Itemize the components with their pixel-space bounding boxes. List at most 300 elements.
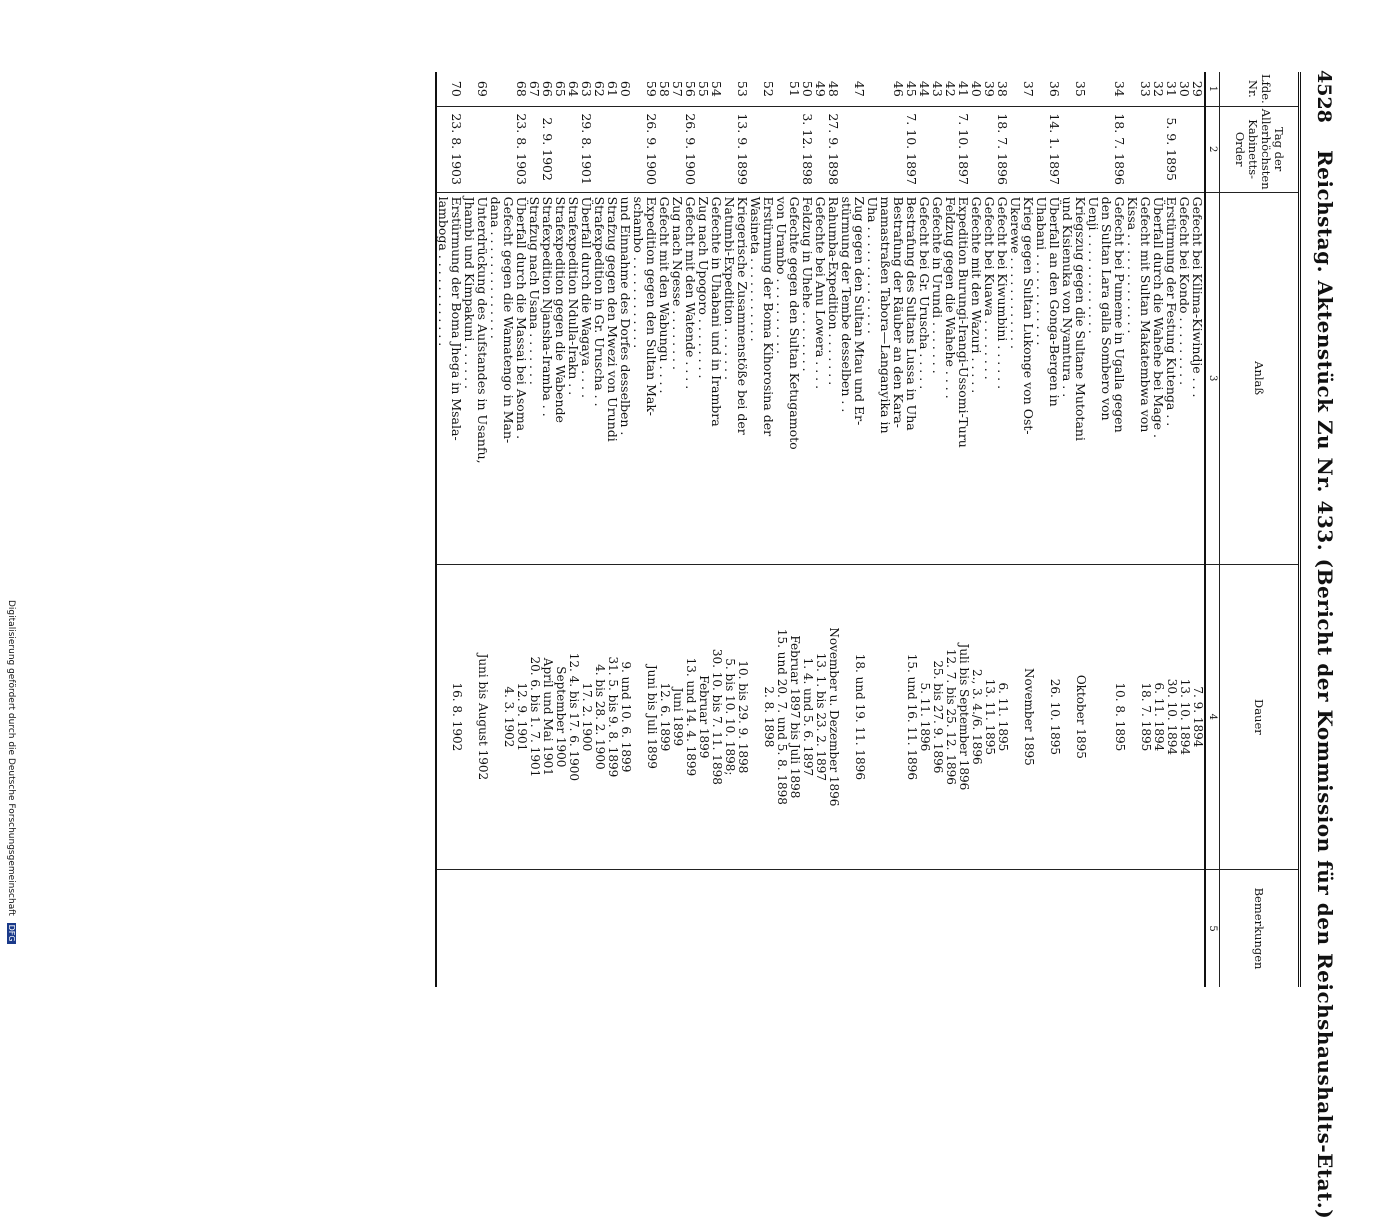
table-row [450, 72, 463, 987]
remarks-cell [788, 870, 801, 987]
row-number-cell: 70 [449, 80, 464, 97]
table-row [853, 72, 866, 987]
remarks-cell [567, 870, 580, 987]
order-date-cell: 7. 10. 1897 [957, 106, 970, 192]
duration-cell: 18. und 19. 11. 1896 [853, 564, 866, 869]
table-row [749, 72, 762, 987]
remarks-cell [1100, 870, 1113, 987]
row-number-cell [866, 72, 879, 106]
occasion-cell: Kriegerische Zusammenstöße bei der [736, 192, 749, 564]
duration-cell: 13. und 14. 4. 1899 [684, 564, 697, 869]
occasion-cell: Strafexpedition Njansha-Iramba . . [541, 192, 554, 564]
remarks-cell [1074, 870, 1087, 987]
occasion-cell: Rahumba-Expedition . . . . . . . [827, 192, 840, 564]
remarks-cell [918, 870, 931, 987]
order-date-cell: 18. 7. 1896 [996, 106, 1009, 192]
table-row [619, 72, 632, 987]
remarks-cell [606, 870, 619, 987]
row-number-cell: 37 [1021, 80, 1036, 97]
table-row [1126, 72, 1139, 987]
occasion-cell: Natumbi-Expedition . . . . . . . [723, 192, 736, 564]
order-date-cell [476, 106, 489, 192]
occasion-cell: Erstürmung der Festung Kutenga . . [1165, 192, 1178, 564]
duration-cell: 12. 6. 1899 [658, 564, 671, 869]
table-row [944, 72, 957, 987]
occasion-cell: Feldzug gegen die Wahehe . . . . [944, 192, 957, 564]
occasion-cell: Gefecht gegen die Wamatengo in Man- [502, 192, 515, 564]
occasion-cell: Krieg gegen Sultan Lukonge von Ost- [1022, 192, 1035, 564]
table-row [775, 72, 788, 987]
table-row [697, 72, 710, 987]
occasion-cell: Gefecht mit den Wabungu . . . . [658, 192, 671, 564]
table-row [970, 72, 983, 987]
remarks-cell [450, 870, 463, 987]
remarks-cell [996, 870, 1009, 987]
row-number-cell: 49 [813, 80, 828, 97]
occasion-cell: Gefecht mit Sultan Makatembwa von [1139, 192, 1152, 564]
occasion-cell: Gefecht bei Gr. Uruscha . . . . . [918, 192, 931, 564]
remarks-cell [866, 870, 879, 987]
table-row [1100, 72, 1113, 987]
table-row [645, 72, 658, 987]
side-note: Digitalisierung gefördert durch die Deutsche Forschungsgemeinschaft [6, 600, 16, 916]
duration-cell: 25. bis 27. 9. 1896 [931, 564, 944, 869]
table-row [632, 72, 645, 987]
order-date-cell [1022, 106, 1035, 192]
occasion-cell: Erstürmung der Boma Jhega in Msala- [450, 192, 463, 564]
duration-cell: April und Mai 1901 [541, 564, 554, 869]
remarks-cell [944, 870, 957, 987]
duration-cell: 18. 7. 1895 [1139, 564, 1152, 869]
duration-cell: Februar 1897 bis Juli 1898 [788, 564, 801, 869]
table-row [554, 72, 567, 987]
duration-cell [749, 564, 762, 869]
table-row [528, 72, 541, 987]
row-number-cell: 38 [995, 80, 1010, 97]
remarks-cell [814, 870, 827, 987]
row-number-cell: 48 [826, 80, 841, 97]
order-date-cell: 18. 7. 1896 [1113, 106, 1126, 192]
occasion-cell: Erstürmung der Boma Kihorosina der [762, 192, 775, 564]
table-row [489, 72, 502, 987]
duration-cell [1009, 564, 1022, 869]
occasion-cell: und Einnahme des Dorfes desselben . [619, 192, 632, 564]
row-number-cell: 69 [475, 80, 490, 97]
row-number-cell: 56 [683, 80, 698, 97]
row-number-cell: 61 [605, 80, 620, 97]
table-body [436, 72, 1205, 987]
duration-cell [866, 564, 879, 869]
occasion-cell: Gefecht mit den Watende . . . . [684, 192, 697, 564]
row-number-cell: 60 [618, 80, 633, 97]
order-date-cell [775, 106, 788, 192]
duration-cell: 5. bis 10. 10. 1898; [723, 564, 736, 869]
remarks-cell [1048, 870, 1061, 987]
duration-cell: Juni bis Juli 1899 [645, 564, 658, 869]
row-number-cell: 44 [917, 80, 932, 97]
table-row [983, 72, 996, 987]
occasion-cell: Strafexpedition in Gr. Uruscha . . [593, 192, 606, 564]
duration-cell: 9. und 10. 6. 1899 [619, 564, 632, 869]
occasion-cell: Kriegszug gegen die Sultane Mutotani [1074, 192, 1087, 564]
occasion-cell: Expedition Burungi-Irangi-Ussomi-Turu [957, 192, 970, 564]
page-title: Reichstag. Aktenstück Zu Nr. 433. (Bericht der Kommission für den Reichshaushalts-Etat.) [1313, 150, 1337, 1219]
row-number-cell: 64 [566, 80, 581, 97]
table-row [567, 72, 580, 987]
remarks-cell [970, 870, 983, 987]
order-date-cell [554, 106, 567, 192]
remarks-cell [736, 870, 749, 987]
table-row [1048, 72, 1061, 987]
occasion-cell: Unterdrückung des Aufstandes in Usanfu, [476, 192, 489, 564]
order-date-cell [866, 106, 879, 192]
order-date-cell: 29. 8. 1901 [580, 106, 593, 192]
remarks-cell [1152, 870, 1165, 987]
remarks-cell [1061, 870, 1074, 987]
remarks-cell [528, 870, 541, 987]
row-number-cell: 42 [943, 80, 958, 97]
remarks-cell [801, 870, 814, 987]
order-date-cell [1074, 106, 1087, 192]
row-number-cell: 35 [1073, 80, 1088, 97]
remarks-cell [671, 870, 684, 987]
order-date-cell [879, 106, 892, 192]
order-date-cell [840, 106, 853, 192]
row-number-cell: 53 [735, 80, 750, 97]
occasion-cell: Gefechte bei Anu Lowera . . . . [814, 192, 827, 564]
row-number-cell: 45 [904, 80, 919, 97]
occasion-cell: dana . . . . . . . . . . . . . . [489, 192, 502, 564]
row-number-cell: 52 [761, 80, 776, 97]
remarks-cell [1022, 870, 1035, 987]
table-row [1139, 72, 1152, 987]
remarks-cell [749, 870, 762, 987]
table-row [866, 72, 879, 987]
duration-cell [632, 564, 645, 869]
occasion-cell: schambo . . . . . . . . . . . . [632, 192, 645, 564]
table-row [684, 72, 697, 987]
duration-cell: 1. 4. und 5. 6. 1897 [801, 564, 814, 869]
duration-cell: Juni bis August 1902 [476, 564, 489, 869]
order-date-cell: 5. 9. 1895 [1165, 106, 1178, 192]
column-number: 4 [1205, 564, 1220, 869]
remarks-cell [1178, 870, 1191, 987]
occasion-cell: mamastraßen Tabora—Langanyika in [879, 192, 892, 564]
order-date-cell [463, 106, 476, 192]
occasion-cell: Überfall an den Gonga-Bergen in [1048, 192, 1061, 564]
remarks-cell [983, 870, 996, 987]
row-number-cell: 63 [579, 80, 594, 97]
order-date-cell [1061, 106, 1074, 192]
duration-cell: 10. 8. 1895 [1113, 564, 1126, 869]
table-row [606, 72, 619, 987]
table-row [918, 72, 931, 987]
order-date-cell: 2. 9. 1902 [541, 106, 554, 192]
duration-cell: 13. 10. 1894 [1178, 564, 1191, 869]
occasion-cell: Zug gegen den Sultan Mtau und Er- [853, 192, 866, 564]
duration-cell: 13. 1. bis 23. 2. 1897 [814, 564, 827, 869]
row-number-cell: 62 [592, 80, 607, 97]
row-number-cell: 51 [787, 80, 802, 97]
row-number-cell: 36 [1047, 80, 1062, 97]
duration-cell: 6. 11. 1894 [1152, 564, 1165, 869]
order-date-cell: 13. 9. 1899 [736, 106, 749, 192]
order-date-cell [606, 106, 619, 192]
table-row [502, 72, 515, 987]
remarks-cell [684, 870, 697, 987]
table-row [1165, 72, 1178, 987]
duration-cell: 2., 3. 4./6. 1896 [970, 564, 983, 869]
header-tag: Tag der Allerhöchsten Kabinetts-Order [1220, 106, 1300, 192]
column-number: 5 [1205, 870, 1220, 987]
remarks-cell [476, 870, 489, 987]
row-number-cell: 39 [982, 80, 997, 97]
order-date-cell [436, 106, 450, 192]
table-row [1178, 72, 1191, 987]
occasion-cell: Zug nach Upogoro . . . . . . . . [697, 192, 710, 564]
occasion-cell: Strafzug nach Usana . . . . . . . [528, 192, 541, 564]
duration-cell: 7. 9. 1894 [1191, 564, 1205, 869]
order-date-cell: 26. 9. 1900 [645, 106, 658, 192]
remarks-cell [632, 870, 645, 987]
remarks-cell [1009, 870, 1022, 987]
duration-cell: 10. bis 29. 9. 1898 [736, 564, 749, 869]
duration-cell: 12. 7. bis 25. 12. 1896 [944, 564, 957, 869]
remarks-cell [541, 870, 554, 987]
occasion-cell: Bestrafung der Räuber an den Kara- [892, 192, 905, 564]
order-date-cell [1087, 106, 1100, 192]
occasion-cell: Uhabani . . . . . . . . . . . . [1035, 192, 1048, 564]
table-row [1191, 72, 1205, 987]
occasion-cell: Gefecht bei Kuawa . . . . . . . . [983, 192, 996, 564]
row-number-cell: 65 [553, 80, 568, 97]
row-number-cell: 50 [800, 80, 815, 97]
duration-cell: 17. 2. 1900 [580, 564, 593, 869]
duration-cell: 15. und 16. 11. 1896 [905, 564, 918, 869]
duration-cell [463, 564, 476, 869]
occasion-cell: Gefecht bei Kondo . . . . . . . . . [1178, 192, 1191, 564]
row-number-cell: 55 [696, 80, 711, 97]
occasion-cell: Überfall durch die Massai bei Asoma . [515, 192, 528, 564]
duration-cell [879, 564, 892, 869]
duration-cell: Juni 1899 [671, 564, 684, 869]
order-date-cell [1191, 106, 1205, 192]
order-date-cell [1009, 106, 1022, 192]
table-row [788, 72, 801, 987]
duration-cell: Oktober 1895 [1074, 564, 1087, 869]
remarks-cell [1165, 870, 1178, 987]
order-date-cell: 7. 10. 1897 [905, 106, 918, 192]
duration-cell [1087, 564, 1100, 869]
occasion-cell: Strafzug gegen den Mwezi von Urundi [606, 192, 619, 564]
table-row [905, 72, 918, 987]
table-row [1113, 72, 1126, 987]
duration-cell: 20. 6. bis 1. 7. 1901 [528, 564, 541, 869]
dfg-logo: DFG [7, 924, 16, 942]
occasion-cell: Uha . . . . . . . . . . . . . . [866, 192, 879, 564]
remarks-cell [697, 870, 710, 987]
remarks-cell [853, 870, 866, 987]
occasion-cell: Jhambi und Kimpakuni . . . . . . [463, 192, 476, 564]
duration-cell [840, 564, 853, 869]
table-row [710, 72, 723, 987]
remarks-cell [840, 870, 853, 987]
order-date-cell [1139, 106, 1152, 192]
duration-cell: November u. Dezember 1896 [827, 564, 840, 869]
row-number-cell: 43 [930, 80, 945, 97]
remarks-cell [489, 870, 502, 987]
duration-cell: September 1900 [554, 564, 567, 869]
remarks-cell [775, 870, 788, 987]
order-date-cell: 26. 9. 1900 [684, 106, 697, 192]
remarks-cell [580, 870, 593, 987]
row-number-cell: 30 [1177, 80, 1192, 97]
duration-cell: 30. 10. bis 7. 11. 1898 [710, 564, 723, 869]
table-row [827, 72, 840, 987]
occasion-cell: von Urambo . . . . . . . . . . [775, 192, 788, 564]
occasion-cell: Feldzug in Uhehe . . . . . . . . [801, 192, 814, 564]
table-row [1022, 72, 1035, 987]
row-number-cell: 29 [1190, 80, 1205, 97]
row-number-cell: 59 [644, 80, 659, 97]
remarks-cell [892, 870, 905, 987]
header-anlass: Anlaß [1220, 192, 1300, 564]
remarks-cell [957, 870, 970, 987]
remarks-cell [515, 870, 528, 987]
table-row [1074, 72, 1087, 987]
row-number-cell: 32 [1151, 80, 1166, 97]
occasion-cell: Gefecht bei Kiwumbini . . . . . . [996, 192, 1009, 564]
occasion-cell: Wasineta . . . . . . . . . . . [749, 192, 762, 564]
side-note-strip [0, 0, 16, 1000]
occasion-cell: Kissa . . . . . . . . . . . . . [1126, 192, 1139, 564]
row-number-cell: 54 [709, 80, 724, 97]
remarks-cell [593, 870, 606, 987]
remarks-cell [723, 870, 736, 987]
column-number: 1 [1205, 72, 1220, 106]
order-date-cell: 23. 8. 1903 [450, 106, 463, 192]
table-row [814, 72, 827, 987]
duration-cell [1061, 564, 1074, 869]
page-number: 4528 [1313, 70, 1335, 123]
occasion-cell: Gefechte in Uhabani und in Irambra [710, 192, 723, 564]
duration-cell: 6. 11. 1895 [996, 564, 1009, 869]
table-row [801, 72, 814, 987]
table-row [463, 72, 476, 987]
table-row [1035, 72, 1048, 987]
table-row [840, 72, 853, 987]
duration-cell: 2. 8. 1898 [762, 564, 775, 869]
row-number-cell: 31 [1164, 80, 1179, 97]
remarks-cell [1139, 870, 1152, 987]
table-row [931, 72, 944, 987]
duration-cell: 16. 8. 1902 [450, 564, 463, 869]
row-number-cell: 66 [540, 80, 555, 97]
order-date-cell [762, 106, 775, 192]
duration-cell [892, 564, 905, 869]
row-number-cell [1087, 72, 1100, 106]
occasion-cell: Gefecht bei Pumeme in Ugalla gegen [1113, 192, 1126, 564]
table-row [1009, 72, 1022, 987]
duration-cell [1100, 564, 1113, 869]
remarks-cell [463, 870, 476, 987]
order-date-cell [918, 106, 931, 192]
order-date-cell: 3. 12. 1898 [801, 106, 814, 192]
occasion-cell: Zug nach Ngesse . . . . . . . . [671, 192, 684, 564]
remarks-cell [554, 870, 567, 987]
order-date-cell [658, 106, 671, 192]
duration-cell: 12. 4. bis 17. 6. 1900 [567, 564, 580, 869]
row-number-cell: 57 [670, 80, 685, 97]
remarks-cell [931, 870, 944, 987]
duration-cell: 13. 11. 1895 [983, 564, 996, 869]
occasion-cell: Strafexpedition gegen die Wabende [554, 192, 567, 564]
occasion-cell: und Kisienuka von Nyamtura . . [1061, 192, 1074, 564]
table-row [879, 72, 892, 987]
order-date-cell [853, 106, 866, 192]
order-date-cell [710, 106, 723, 192]
table-row [736, 72, 749, 987]
occasion-cell: Uenji . . . . . . . . . . . . . [1087, 192, 1100, 564]
table-row [723, 72, 736, 987]
campaign-table [435, 72, 1301, 987]
duration-cell: 30. 10. 1894 [1165, 564, 1178, 869]
remarks-cell [1126, 870, 1139, 987]
remarks-cell [502, 870, 515, 987]
occasion-cell: stürmung der Tembe desselben . . [840, 192, 853, 564]
occasion-cell: Strafexpedition Ndulla-Irakn . . [567, 192, 580, 564]
page-header [1301, 0, 1383, 1219]
remarks-cell [879, 870, 892, 987]
remarks-cell [645, 870, 658, 987]
order-date-cell: 14. 1. 1897 [1048, 106, 1061, 192]
order-date-cell [749, 106, 762, 192]
duration-cell: Februar 1899 [697, 564, 710, 869]
occasion-cell: Gefecht bei Kilima-Kiwindje . . . [1191, 192, 1205, 564]
table-row [957, 72, 970, 987]
order-date-cell [619, 106, 632, 192]
remarks-cell [762, 870, 775, 987]
remarks-cell [1191, 870, 1205, 987]
row-number-cell: 67 [527, 80, 542, 97]
remarks-cell [1035, 870, 1048, 987]
duration-cell: 31. 5. bis 9. 8. 1899 [606, 564, 619, 869]
duration-cell: Juli bis September 1896 [957, 564, 970, 869]
remarks-cell [658, 870, 671, 987]
row-number-cell: 58 [657, 80, 672, 97]
table-row [996, 72, 1009, 987]
row-number-cell [436, 72, 450, 106]
order-date-cell [1126, 106, 1139, 192]
occasion-cell: Ukerewe . . . . . . . . . . . . [1009, 192, 1022, 564]
duration-cell [489, 564, 502, 869]
occasion-cell: Expedition gegen den Sultan Mak- [645, 192, 658, 564]
table-row [762, 72, 775, 987]
row-number-cell: 68 [514, 80, 529, 97]
occasion-cell: Überfall durch die Wahehe bei Mage . [1152, 192, 1165, 564]
order-date-cell: 23. 8. 1903 [515, 106, 528, 192]
row-number-cell: 33 [1138, 80, 1153, 97]
table-row [1152, 72, 1165, 987]
remarks-cell [1087, 870, 1100, 987]
remarks-cell [710, 870, 723, 987]
row-number-cell: 40 [969, 80, 984, 97]
occasion-cell: Gefechte in Urundi . . . . . . . [931, 192, 944, 564]
duration-cell: 15. und 20. 7. und 5. 8. 1898 [775, 564, 788, 869]
table-row [541, 72, 554, 987]
order-date-cell [593, 106, 606, 192]
remarks-cell [436, 870, 450, 987]
